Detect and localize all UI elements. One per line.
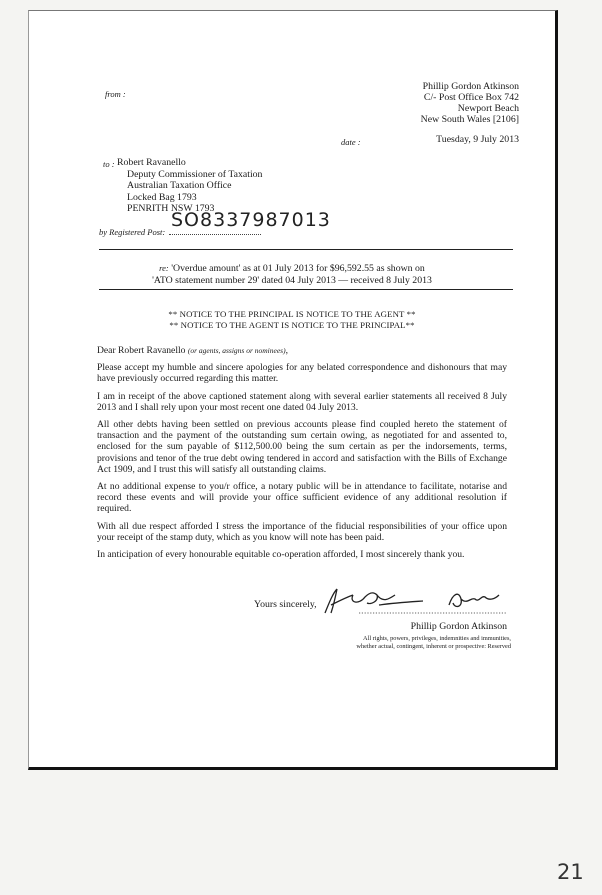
re-bottom-rule — [99, 289, 513, 290]
re-top-rule — [99, 249, 513, 250]
signature-name: Phillip Gordon Atkinson — [410, 621, 507, 632]
body-paragraph: With all due respect afforded I stress the importance of the fiducial responsibilities of your office upon your receipt of the stamp duty, which as you know will note has been paid. — [97, 520, 507, 543]
recipient-name: Robert Ravanello — [117, 157, 186, 168]
page-number: 21 — [557, 860, 584, 884]
notice-line2: ** NOTICE TO THE AGENT IS NOTICE TO THE PRINCIPAL** — [169, 320, 415, 330]
sender-line3: New South Wales [2106] — [420, 114, 519, 125]
body-paragraph: I am in receipt of the above captioned statement along with several earlier statements all received 8 July 2013 and I shall rely upon your most recent one dated 04 July 2013. — [97, 390, 507, 413]
body-paragraph: In anticipation of every honourable equitable co-operation afforded, I most sincerely thank you. — [97, 549, 465, 561]
sender-name: Phillip Gordon Atkinson — [422, 81, 519, 92]
letter-body — [97, 345, 507, 566]
re-line1: 'Overdue amount' as at 01 July 2013 for $96,592.55 as shown on — [171, 263, 425, 274]
to-label: to : — [103, 159, 115, 169]
body-paragraph: All other debts having been settled on previous accounts please find coupled hereto the statement of transaction and the payment of the outstanding sum certain owing, as negotiated for and assented to, enclosed for the sum payable of $112,500.00 being the sum certain as per the indorsements, terms, provisions and tenor of the true debt owing tendered in accord and satisfaction with the Bills of Exchange Act 1909, and I trust this will satisfy all outstanding claims. — [97, 419, 507, 475]
sender-line1: C/- Post Office Box 742 — [423, 92, 519, 103]
registered-dotted-line — [169, 234, 261, 235]
recipient-address — [117, 157, 263, 215]
rights-line1: All rights, powers, privileges, indemnities and immunities, — [363, 635, 511, 642]
re-label: re: — [159, 263, 169, 273]
from-label: from : — [105, 89, 126, 99]
closing: Yours sincerely, — [254, 599, 317, 610]
re-block — [29, 262, 555, 287]
recipient-city: PENRITH NSW 1793 — [127, 203, 215, 215]
date-label: date : — [341, 137, 361, 147]
letter-page — [28, 10, 558, 770]
recipient-office: Australian Taxation Office — [127, 180, 232, 192]
salutation — [97, 345, 507, 356]
recipient-bag: Locked Bag 1793 — [127, 191, 197, 203]
letter-date: Tuesday, 9 July 2013 — [436, 134, 519, 145]
notice-line1: ** NOTICE TO THE PRINCIPAL IS NOTICE TO THE AGENT ** — [168, 309, 416, 319]
body-paragraph: At no additional expense to you/r office, a notary public will be in attendance to facilitate, notarise and record these events and will provide your office sufficient evidence of any additional resolution if required. — [97, 481, 507, 515]
salutation-note: (or agents, assigns or nominees) — [187, 346, 286, 355]
salutation-comma: , — [285, 345, 288, 356]
rights-line2: whether actual, contingent, inherent or prospective: Reserved — [356, 642, 511, 650]
sender-address — [421, 81, 519, 125]
salutation-name: Dear Robert Ravanello — [97, 345, 186, 356]
signature — [319, 583, 515, 619]
re-line2: 'ATO statement number 29' dated 04 July 2013 — received 8 July 2013 — [152, 275, 432, 286]
recipient-title: Deputy Commissioner of Taxation — [127, 168, 263, 180]
registered-post-label: by Registered Post: — [99, 227, 166, 237]
body-paragraph: Please accept my humble and sincere apologies for any belated correspondence and dishonours that may have previously occurred regarding this matter. — [97, 362, 507, 385]
sender-line2: Newport Beach — [457, 103, 519, 114]
registered-number: SO8337987013 — [171, 209, 331, 231]
rights-reserved — [356, 635, 511, 650]
notice-block — [29, 309, 555, 331]
